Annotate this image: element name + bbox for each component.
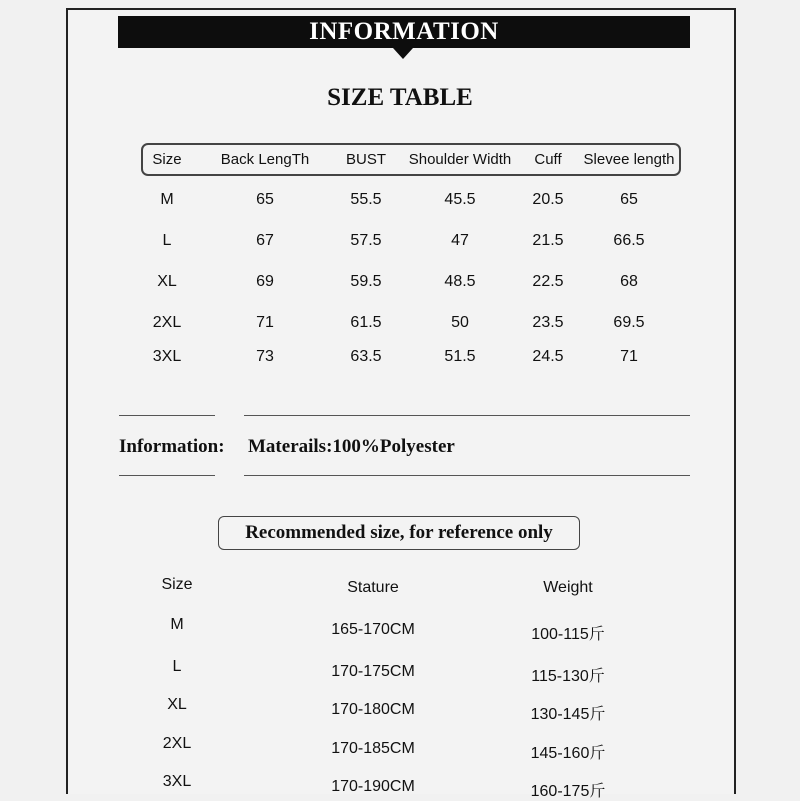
size-table-cell: 55.5 (350, 191, 382, 208)
size-table-cell: 21.5 (532, 232, 564, 249)
size-table-cell: 71 (256, 314, 274, 331)
size-table-cell: 3XL (152, 348, 182, 365)
recommended-cell: 130-145斤 (530, 706, 606, 723)
size-table-cell: 63.5 (350, 348, 382, 365)
banner-title: INFORMATION (309, 18, 499, 45)
recommended-cell: 115-130斤 (531, 668, 605, 685)
size-table-cell: 59.5 (350, 273, 382, 290)
size-table-cell: 67 (256, 232, 274, 249)
recommended-cell: 170-190CM (331, 778, 415, 795)
recommended-header-cell: Weight (543, 579, 593, 596)
size-table-cell: 48.5 (444, 273, 476, 290)
size-table-cell: 45.5 (444, 191, 476, 208)
size-table-header-cell: Size (152, 151, 182, 168)
size-table-cell: L (162, 232, 172, 249)
recommended-cell: 165-170CM (331, 621, 415, 638)
size-table-cell: 73 (256, 348, 274, 365)
recommended-cell: 100-115斤 (531, 626, 605, 643)
divider (244, 475, 690, 476)
size-table-cell: XL (157, 273, 177, 290)
recommended-cell: 170-185CM (331, 740, 415, 757)
size-table-cell: 23.5 (532, 314, 564, 331)
size-table-cell: 24.5 (532, 348, 564, 365)
size-table-cell: 68 (620, 273, 638, 290)
recommended-cell: 145-160斤 (530, 745, 606, 762)
size-table-cell: 66.5 (613, 232, 645, 249)
size-table-header-cell: Cuff (534, 151, 562, 168)
size-table-cell: 65 (256, 191, 274, 208)
divider (244, 415, 690, 416)
recommended-header-cell: Size (161, 576, 193, 593)
size-table-title: SIZE TABLE (327, 84, 473, 111)
size-table-cell: 69.5 (613, 314, 645, 331)
recommended-cell: XL (167, 696, 187, 713)
recommended-cell: L (172, 658, 182, 675)
recommended-header-cell: Stature (347, 579, 399, 596)
size-table-header-cell: Back LengTh (220, 151, 310, 168)
recommended-cell: M (170, 616, 184, 633)
size-table-cell: 69 (256, 273, 274, 290)
size-table-cell: M (160, 191, 174, 208)
size-table-header-cell: Slevee length (583, 151, 675, 168)
size-table-cell: 47 (451, 232, 469, 249)
divider (119, 415, 215, 416)
recommended-size-title: Recommended size, for reference only (218, 516, 580, 550)
size-table-cell: 65 (620, 191, 638, 208)
divider (119, 475, 215, 476)
size-table-cell: 20.5 (532, 191, 564, 208)
size-table-cell: 22.5 (532, 273, 564, 290)
information-value: Materails:100%Polyester (248, 436, 455, 457)
recommended-cell: 2XL (162, 735, 192, 752)
information-banner (118, 16, 690, 48)
recommended-cell: 160-175斤 (530, 783, 606, 800)
size-table-cell: 71 (620, 348, 638, 365)
size-table-cell: 2XL (152, 314, 182, 331)
recommended-cell: 170-175CM (331, 663, 415, 680)
size-table-cell: 57.5 (350, 232, 382, 249)
size-table-header-cell: Shoulder Width (408, 151, 512, 168)
size-table-cell: 61.5 (350, 314, 382, 331)
size-table-cell: 50 (451, 314, 469, 331)
recommended-cell: 170-180CM (331, 701, 415, 718)
size-table-cell: 51.5 (444, 348, 476, 365)
banner-notch (393, 48, 413, 59)
recommended-cell: 3XL (162, 773, 192, 790)
information-label: Information: (119, 436, 225, 457)
size-table-header-cell: BUST (345, 151, 387, 168)
